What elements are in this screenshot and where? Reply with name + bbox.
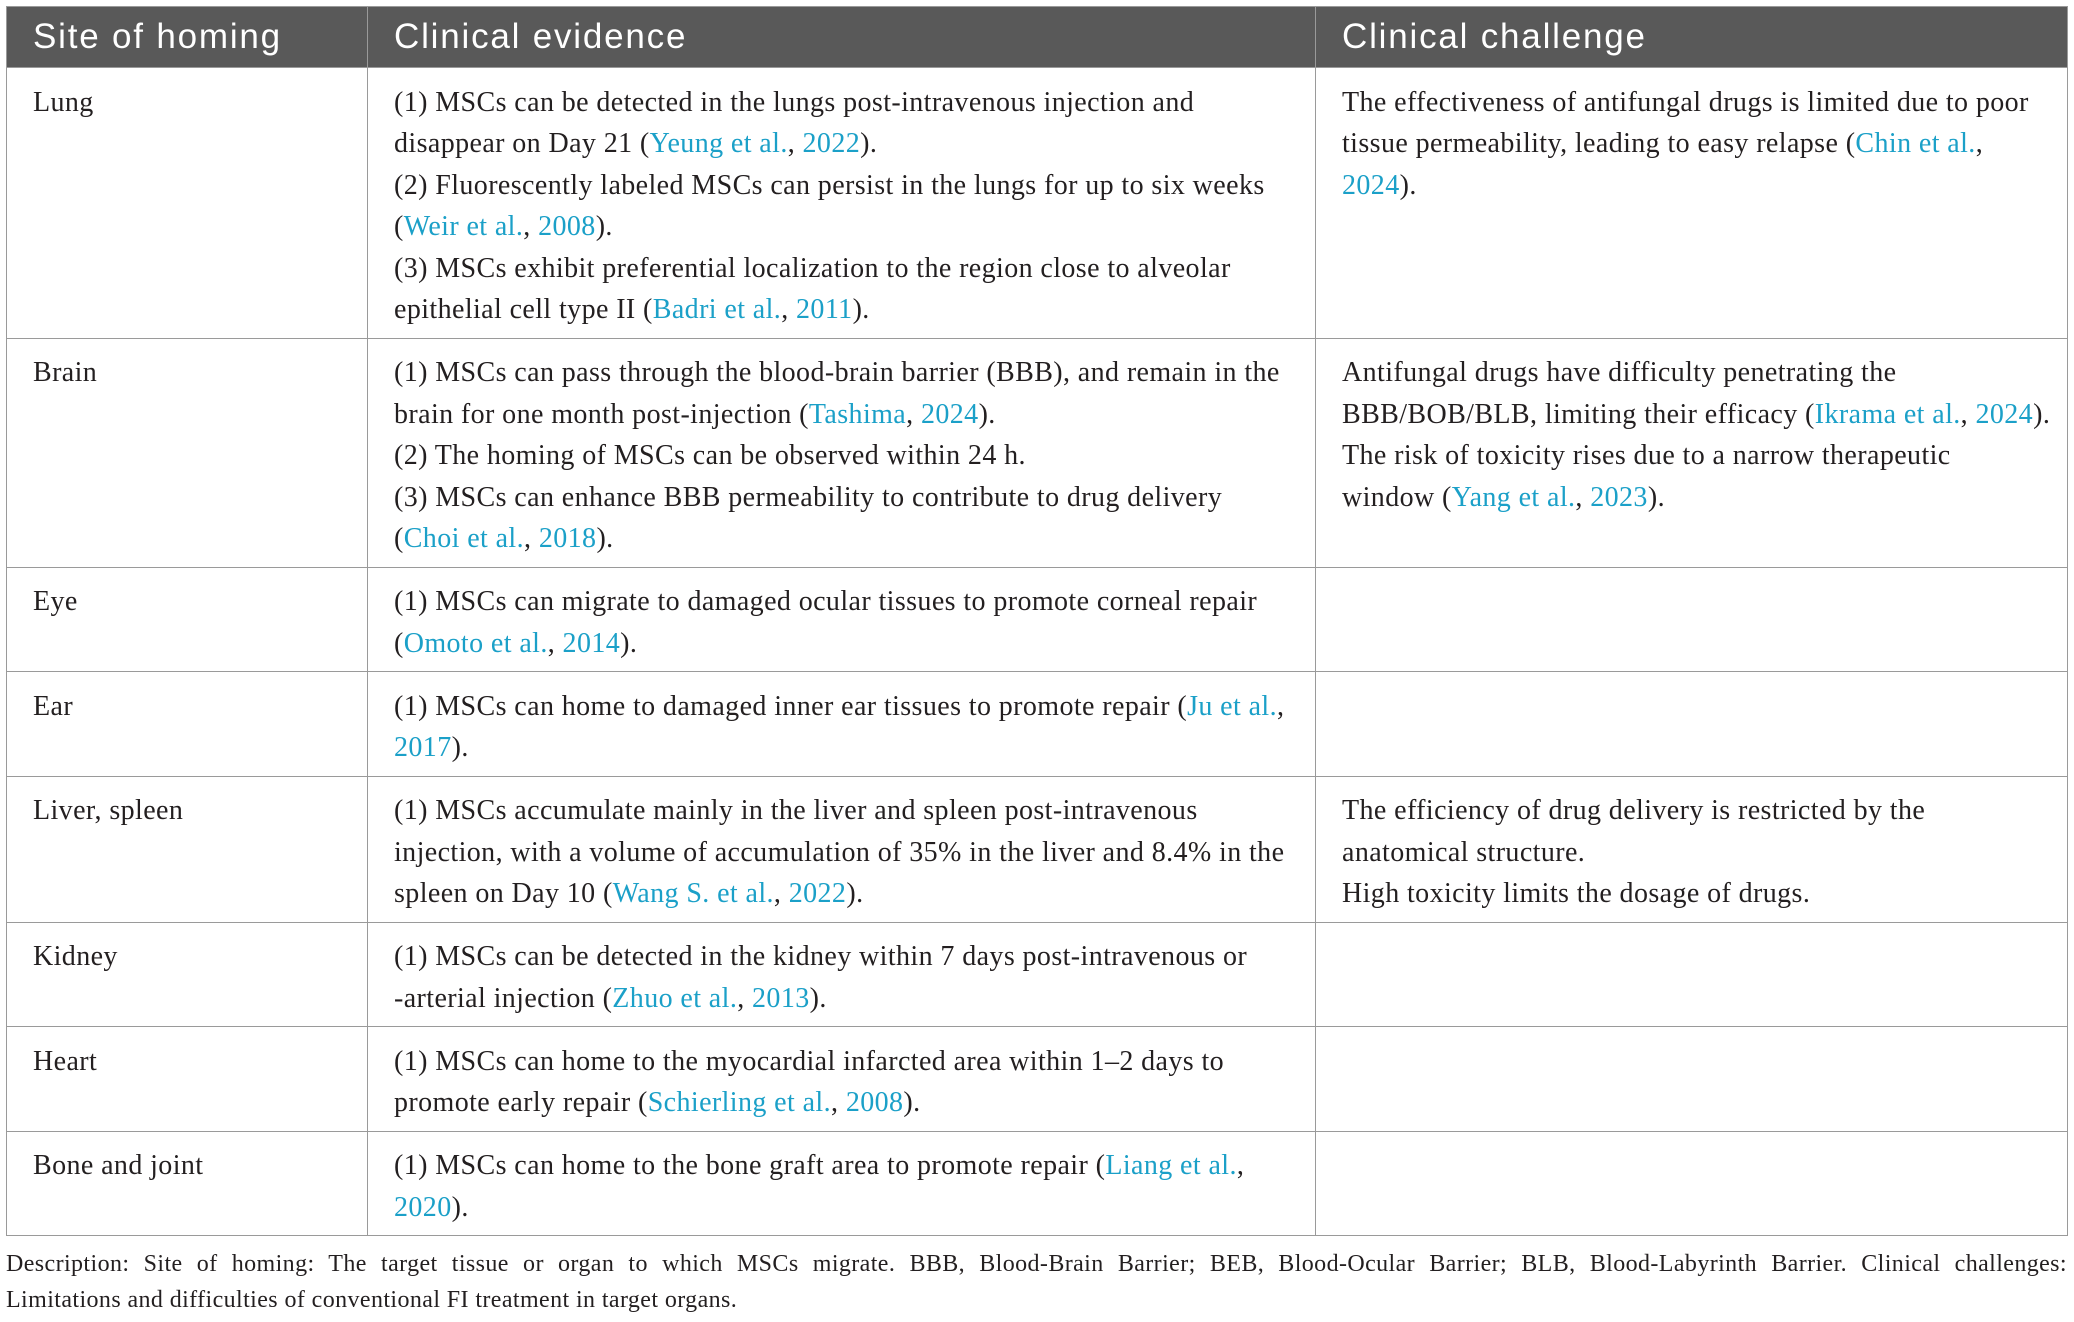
text-segment: The efficiency of drug delivery is restricted by the	[1342, 795, 1926, 826]
text-line	[394, 352, 1309, 394]
text-line	[394, 1082, 1309, 1124]
challenge-cell	[1316, 338, 2068, 567]
evidence-item	[394, 1145, 1309, 1228]
challenge-cell	[1316, 672, 2068, 777]
evidence-item	[394, 248, 1309, 331]
text-segment: -arterial injection (	[394, 982, 613, 1014]
citation-link[interactable]: Omoto et al.	[403, 627, 548, 659]
text-line	[394, 790, 1309, 832]
citation-link[interactable]: 2020	[394, 1191, 452, 1223]
text-segment: High toxicity limits the dosage of drugs.	[1342, 878, 1811, 909]
evidence-item	[394, 82, 1309, 165]
text-segment: (3) MSCs can enhance BBB permeability to contribute to drug delivery	[394, 481, 1223, 513]
text-segment: Antifungal drugs have difficulty penetrating the	[1342, 357, 1897, 388]
challenge-cell	[1316, 922, 2068, 1027]
text-line	[394, 206, 1309, 248]
text-segment: tissue permeability, leading to easy relapse (	[1342, 128, 1856, 159]
citation-link[interactable]: Ju et al.	[1187, 690, 1277, 722]
text-line	[394, 832, 1309, 874]
text-segment: (1) MSCs can home to damaged inner ear tissues to promote repair (	[394, 690, 1188, 722]
text-segment: ).	[852, 294, 870, 325]
citation-link[interactable]: Ikrama et al.	[1814, 398, 1961, 430]
text-segment: disappear on Day 21 (	[394, 128, 650, 159]
text-line	[1342, 873, 2061, 915]
text-segment: The risk of toxicity rises due to a narrow therapeutic	[1342, 440, 1951, 471]
challenge-cell	[1316, 567, 2068, 672]
text-segment: ,	[1277, 690, 1285, 722]
text-segment: BBB/BOB/BLB, limiting their efficacy (	[1342, 398, 1815, 430]
homing-table	[6, 6, 2068, 1236]
description-line: Description: Site of homing: The target tissue or organ to which MSCs migrate. BBB, Blood-Brain Barrier; BEB, Blood-Ocular Barrier; BLB, Blood-Labyrinth Barrier. Clinical challenges:	[6, 1251, 2067, 1277]
text-segment: ).	[809, 982, 827, 1014]
text-segment: ,	[831, 1087, 846, 1118]
evidence-item	[394, 477, 1309, 560]
site-cell	[7, 1131, 368, 1236]
text-line	[394, 623, 1309, 665]
text-segment: ).	[595, 211, 613, 242]
challenge-item	[1342, 82, 2061, 207]
text-line	[1342, 82, 2061, 124]
citation-link[interactable]: 2024	[1975, 398, 2034, 430]
evidence-item	[394, 936, 1309, 1019]
text-segment: ).	[903, 1087, 921, 1118]
text-line	[394, 1187, 1309, 1229]
text-segment: ).	[451, 1191, 469, 1223]
text-segment: ,	[737, 982, 753, 1014]
text-line	[1342, 165, 2061, 207]
site-name: Kidney	[33, 941, 118, 972]
text-segment: ,	[524, 523, 539, 554]
table-row	[7, 1131, 2068, 1236]
evidence-cell	[368, 776, 1316, 922]
table-row	[7, 338, 2068, 567]
text-segment: promote early repair (	[394, 1087, 648, 1118]
text-line	[394, 727, 1309, 769]
site-name: Lung	[33, 86, 94, 118]
text-segment: window (	[1342, 481, 1452, 513]
evidence-cell	[368, 338, 1316, 567]
citation-link[interactable]: 2023	[1590, 481, 1648, 513]
citation-link[interactable]: 2022	[802, 128, 861, 159]
text-segment: (1) MSCs can migrate to damaged ocular tissues to promote corneal repair	[394, 586, 1258, 617]
citation-link[interactable]: Chin et al.	[1855, 128, 1976, 159]
challenge-item	[1342, 435, 2061, 518]
text-segment: ,	[1960, 398, 1976, 430]
table-description	[6, 1246, 2067, 1318]
challenge-cell	[1316, 1131, 2068, 1236]
site-cell	[7, 776, 368, 922]
site-name: Brain	[33, 357, 98, 388]
citation-link[interactable]: Badri et al.	[652, 294, 782, 325]
site-cell	[7, 922, 368, 1027]
site-name: Liver, spleen	[33, 795, 184, 826]
text-line	[394, 686, 1309, 728]
challenge-cell	[1316, 68, 2068, 339]
text-segment: (1) MSCs can home to the myocardial infarcted area within 1–2 days to	[394, 1045, 1225, 1077]
site-cell	[7, 672, 368, 777]
site-cell	[7, 68, 368, 339]
text-line	[394, 289, 1309, 331]
text-segment: (	[394, 627, 404, 659]
text-segment: (1) MSCs can be detected in the kidney within 7 days post-intravenous or	[394, 941, 1248, 972]
text-segment: ,	[1236, 1150, 1245, 1181]
citation-link[interactable]: 2008	[845, 1087, 904, 1118]
text-segment: (1) MSCs can be detected in the lungs post-intravenous injection and	[394, 86, 1195, 118]
site-cell	[7, 567, 368, 672]
text-segment: brain for one month post-injection (	[394, 398, 809, 430]
citation-link[interactable]: 2018	[538, 523, 597, 554]
text-line	[394, 1145, 1309, 1187]
text-segment: spleen on Day 10 (	[394, 878, 613, 909]
evidence-item	[394, 352, 1309, 435]
citation-link[interactable]: 2008	[538, 211, 596, 242]
site-cell	[7, 338, 368, 567]
site-name: Heart	[33, 1045, 98, 1077]
text-line	[394, 477, 1309, 519]
citation-link[interactable]: Schierling et al.	[647, 1087, 831, 1118]
challenge-cell	[1316, 776, 2068, 922]
text-segment: ).	[1399, 169, 1417, 201]
table-row	[7, 672, 2068, 777]
text-segment: ).	[846, 878, 864, 909]
citation-link[interactable]: 2022	[788, 878, 847, 909]
citation-link[interactable]: Yang et al.	[1451, 481, 1576, 513]
evidence-item	[394, 435, 1309, 477]
challenge-item	[1342, 873, 2061, 915]
text-line	[394, 978, 1309, 1020]
citation-link[interactable]: 2013	[752, 982, 810, 1014]
table-row	[7, 567, 2068, 672]
text-segment: ,	[781, 294, 797, 325]
text-segment: ,	[773, 878, 789, 909]
text-line	[1342, 790, 2061, 832]
table-body	[7, 68, 2068, 1236]
text-segment: ,	[547, 627, 563, 659]
text-segment: The effectiveness of antifungal drugs is limited due to poor	[1342, 86, 2029, 118]
page	[6, 6, 2067, 1318]
evidence-cell	[368, 68, 1316, 339]
citation-link[interactable]: Wang S. et al.	[612, 878, 774, 909]
citation-link[interactable]: 2024	[1342, 169, 1400, 201]
evidence-cell	[368, 922, 1316, 1027]
text-segment: (1) MSCs can home to the bone graft area to promote repair (	[394, 1150, 1106, 1181]
text-segment: (2) Fluorescently labeled MSCs can persist in the lungs for up to six weeks	[394, 169, 1265, 201]
citation-link[interactable]: Yeung et al.	[649, 128, 788, 159]
text-segment: (	[394, 211, 404, 242]
site-name: Ear	[33, 690, 74, 722]
text-line	[1342, 352, 2061, 394]
text-segment: ,	[906, 398, 921, 430]
citation-link[interactable]: Weir et al.	[403, 211, 524, 242]
table-row	[7, 922, 2068, 1027]
text-line	[394, 82, 1309, 124]
citation-link[interactable]: 2011	[796, 294, 853, 325]
column-header-site: Site of homing	[7, 7, 368, 68]
challenge-cell	[1316, 1027, 2068, 1132]
text-segment: ).	[1647, 481, 1665, 513]
text-line	[1342, 832, 2061, 874]
text-segment: ).	[620, 627, 638, 659]
text-line	[394, 518, 1309, 560]
citation-link[interactable]: 2024	[920, 398, 979, 430]
evidence-item	[394, 790, 1309, 915]
evidence-item	[394, 686, 1309, 769]
evidence-cell	[368, 672, 1316, 777]
table-header-row	[7, 7, 2068, 68]
challenge-item	[1342, 352, 2061, 435]
table-header	[7, 7, 2068, 68]
evidence-item	[394, 165, 1309, 248]
text-line	[394, 394, 1309, 436]
text-line	[394, 165, 1309, 207]
text-line	[394, 1041, 1309, 1083]
text-segment: ).	[2033, 398, 2051, 430]
column-header-evidence: Clinical evidence	[368, 7, 1316, 68]
text-line	[1342, 123, 2061, 165]
evidence-cell	[368, 567, 1316, 672]
evidence-cell	[368, 1131, 1316, 1236]
text-segment: epithelial cell type II (	[394, 294, 653, 325]
citation-link[interactable]: Zhuo et al.	[612, 982, 738, 1014]
citation-link[interactable]: Choi et al.	[403, 523, 525, 554]
challenge-item	[1342, 790, 2061, 873]
text-segment: ,	[1575, 481, 1591, 513]
description-line: Limitations and difficulties of conventional FI treatment in target organs.	[6, 1287, 738, 1313]
text-line	[1342, 394, 2061, 436]
text-line	[394, 873, 1309, 915]
column-header-challenge: Clinical challenge	[1316, 7, 2068, 68]
table-row	[7, 68, 2068, 339]
site-name: Bone and joint	[33, 1150, 204, 1181]
text-segment: ,	[1975, 128, 1984, 159]
text-line	[394, 123, 1309, 165]
citation-link[interactable]: 2017	[394, 732, 452, 763]
site-cell	[7, 1027, 368, 1132]
citation-link[interactable]: 2014	[562, 627, 621, 659]
text-line	[1342, 435, 2061, 477]
text-line	[394, 248, 1309, 290]
text-line	[394, 936, 1309, 978]
text-segment: injection, with a volume of accumulation of 35% in the liver and 8.4% in the	[394, 836, 1285, 868]
site-name: Eye	[33, 586, 78, 617]
citation-link[interactable]: Liang et al.	[1105, 1150, 1237, 1181]
evidence-cell	[368, 1027, 1316, 1132]
text-segment: (	[394, 523, 404, 554]
text-segment: anatomical structure.	[1342, 836, 1586, 868]
text-line	[394, 581, 1309, 623]
text-segment: ).	[596, 523, 614, 554]
text-segment: (1) MSCs accumulate mainly in the liver and spleen post-intravenous	[394, 795, 1198, 826]
text-segment: (3) MSCs exhibit preferential localization to the region close to alveolar	[394, 252, 1231, 284]
text-segment: ,	[523, 211, 539, 242]
text-segment: ,	[787, 128, 803, 159]
citation-link[interactable]: Tashima	[808, 398, 907, 430]
text-segment: ).	[860, 128, 878, 159]
text-segment: ).	[451, 732, 469, 763]
text-line	[1342, 477, 2061, 519]
text-segment: ).	[978, 398, 996, 430]
text-segment: (1) MSCs can pass through the blood-brain barrier (BBB), and remain in the	[394, 357, 1280, 388]
text-line	[394, 435, 1309, 477]
table-row	[7, 1027, 2068, 1132]
table-row	[7, 776, 2068, 922]
text-segment: (2) The homing of MSCs can be observed within 24 h.	[394, 440, 1026, 471]
evidence-item	[394, 1041, 1309, 1124]
evidence-item	[394, 581, 1309, 664]
